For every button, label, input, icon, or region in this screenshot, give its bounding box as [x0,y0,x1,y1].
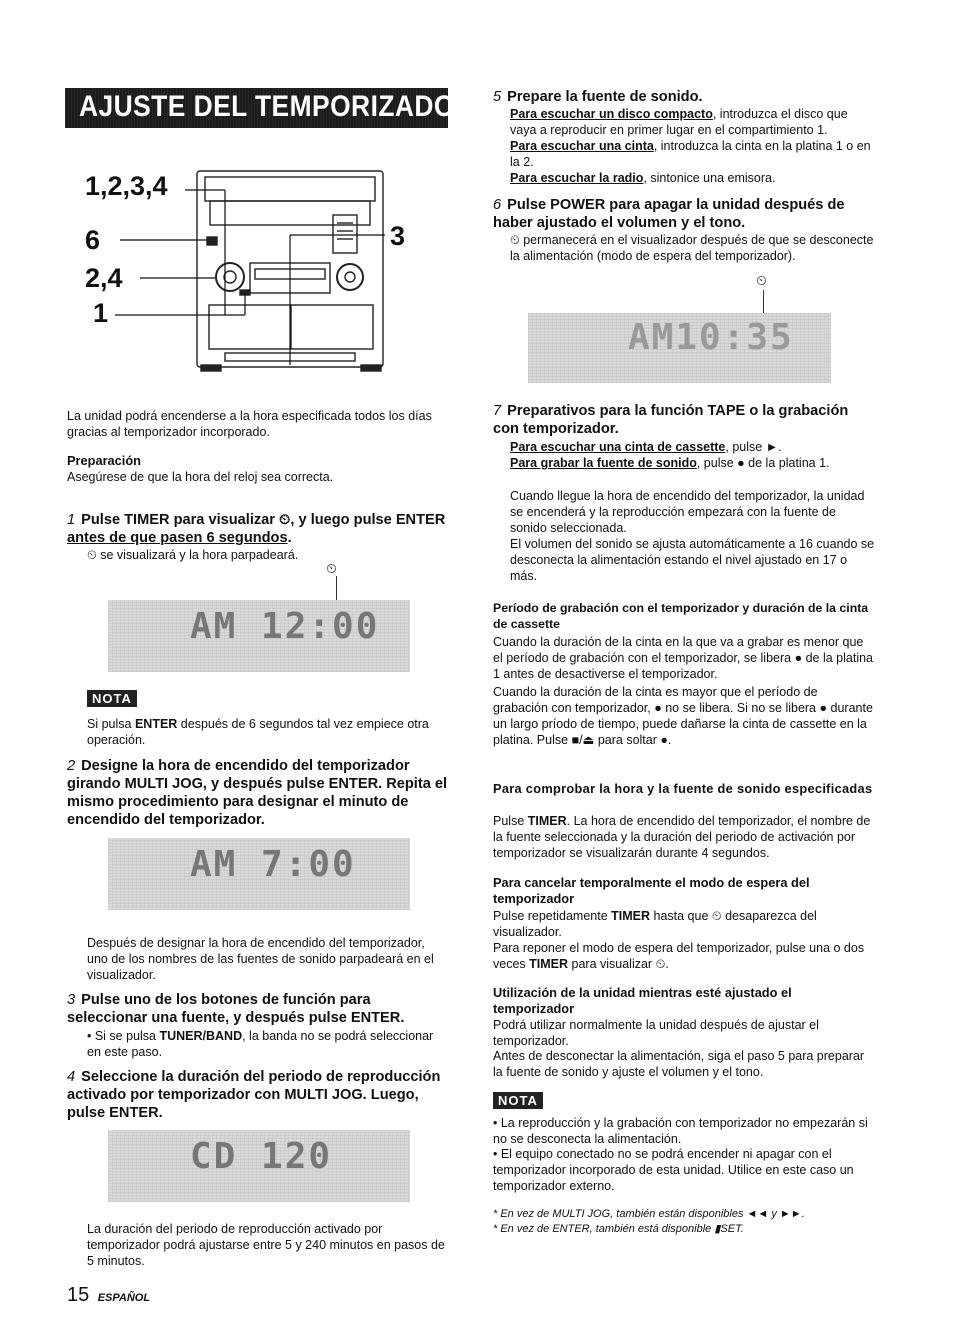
page-number: 15 [67,1284,90,1306]
cancelar-p2 [493,940,875,972]
cancelar-p1 [493,908,875,940]
step-7-p2: El volumen del sonido se ajusta automáticamente a 16 cuando se desconecta la alimentación estando el nivel ajustado en 17 o más. [510,537,875,583]
step-7-body [510,439,875,471]
cancelar-p1-post: hasta que ⏲ desaparezca del visualizador. [493,909,817,939]
step-3-bullet [87,1028,449,1060]
step-7-text: Preparativos para la función TAPE o la grabación con temporizador. [493,403,849,437]
cassette-link-text: Para escuchar una cinta de cassette [510,440,726,454]
prep-text: Asegúrese de que la hora del reloj sea correcta. [67,470,334,484]
periodo-p2: Cuando la duración de la cinta es mayor que el período de grabación con temporizador, ● no se libera. Si no se libera ● durante un largo príodo de tiempo, puede dañarse la cinta de cassette en la platina. Pulse ■/⏏ para soltar ●. [493,685,873,747]
lcd-readout: AM 7:00 [190,844,356,885]
step-7-p1: Cuando llegue la hora de encendido del temporizador, la unidad se encenderá y la reproducción empezará con la fuente de sonido seleccionada. [510,489,865,535]
step-1-body: ⏲ se visualizará y la hora parpadeará. [87,548,299,562]
note-text: Si pulsa [87,717,135,731]
step-2-text: Designe la hora de encendido del temporizador girando MULTI JOG, y después pulse ENTER. Repita el mismo procedimiento para designar el minuto de encendido del temporizador. [67,758,448,828]
tape-link-text: Para escuchar una cinta [510,139,654,153]
comprobar-post: . La hora de encendido del temporizador, el nombre de la fuente seleccionada y la duración del periodo de activación por temporizador se visualizarán durante 4 segundos. [493,814,871,860]
step-number: 5 [493,89,502,105]
step-1-period: . [287,530,292,546]
radio-link-text: Para escuchar la radio [510,171,644,185]
note-badge: NOTA [493,1092,543,1109]
utilizacion-p2: Antes de desconectar la alimentación, siga el paso 5 para preparar la fuente de sonido y ajuste el volumen y el tono. [493,1049,865,1079]
step-4-text: Seleccione la duración del periodo de reproducción activado por temporizador con MULTI JOG. Luego, pulse ENTER. [67,1069,441,1121]
intro-text: La unidad podrá encenderse a la hora especificada todos los días gracias al temporizador incorporado. [67,409,432,439]
diagram-label-24: 2,4 [85,263,123,293]
diagram-label-1234: 1,2,3,4 [85,171,168,201]
diagram-label-3: 3 [390,221,406,251]
lcd-display-3 [108,1130,410,1202]
comprobar-text [493,813,875,861]
step-3-heading [67,991,450,1027]
step-4-heading [67,1068,450,1122]
step-4-after: La duración del periodo de reproducción activado por temporizador podrá ajustarse entre 5 y 240 minutos en pasos de 5 minutos. [87,1222,445,1268]
diagram-label-6: 6 [85,225,101,255]
lcd-readout: AM 12:00 [190,606,380,647]
note-badge: NOTA [87,690,137,707]
step-number: 6 [493,197,502,213]
note-1-text [87,716,449,748]
utilizacion-p1: Podrá utilizar normalmente la unidad después de ajustar el temporizador. [493,1018,819,1048]
step-number: 4 [67,1069,76,1085]
cd-link-text: Para escuchar un disco compacto [510,107,713,121]
lcd-display-2 [108,838,410,910]
step-number: 2 [67,758,76,774]
tape-text: , introduzca la cinta en la platina 1 o en la 2. [510,139,871,169]
bullet-text: • Si se pulsa [87,1029,160,1043]
clock-icon: ⏲ [756,272,767,288]
language-label: ESPAÑOL [97,1292,151,1304]
bullet-bold: TUNER/BAND [159,1029,243,1043]
page-title: AJUSTE DEL TEMPORIZADOR [79,90,475,123]
step-7-heading [493,402,875,438]
footnote-1: * En vez de MULTI JOG, también están disponibles ◄◄ y ►►. [493,1208,805,1220]
cancelar-p1-pre: Pulse repetidamente [493,909,612,923]
note-2-bullet-2: • El equipo conectado no se podrá encender ni apagar con el temporizador incorporado de esta unidad. Utilice en este caso un temporizador externo. [493,1147,854,1193]
periodo-heading: Período de grabación con el temporizador y duración de la cinta de cassette [493,601,869,631]
lcd-display-4 [528,313,831,383]
step-6-heading [493,196,875,232]
comprobar-heading: Para comprobar la hora y la fuente de sonido especificadas [493,781,873,796]
step-6-body: ⏲ permanecerá en el visualizador después de que se desconecte la alimentación (modo de espera del temporizador). [510,233,874,263]
step-3-text: Pulse uno de los botones de función para seleccionar una fuente, y después pulse ENTER. [67,992,405,1026]
step-number: 3 [67,992,76,1008]
bullet-text-end: , la banda no se podrá seleccionar en este paso. [87,1029,434,1059]
note-2-bullet-1: • La reproducción y la grabación con temporizador no empezarán si no se desconecta la alimentación. [493,1116,868,1146]
page-footer [67,1284,150,1307]
footnote-2: * En vez de ENTER, también está disponible ▮SET. [493,1223,744,1235]
cancelar-p1-bold: TIMER [611,909,651,923]
record-link-text: Para grabar la fuente de sonido [510,456,697,470]
step-2-after: Después de designar la hora de encendido del temporizador, uno de los nombres de las fuentes de sonido parpadeará en el visualizador. [87,936,434,982]
cancelar-p2-post: para visualizar ⏲. [568,957,669,971]
cassette-text: , pulse ►. [725,440,782,454]
note-text-end: después de 6 segundos tal vez empiece otra operación. [87,717,429,747]
clock-icon: ⏲ [326,560,337,576]
title-banner [65,88,475,128]
record-text: , pulse ● de la platina 1. [696,456,830,470]
periodo-p1: Cuando la duración de la cinta en la que va a grabar es menor que el período de grabación con el temporizador, se libera ● de la platina 1 antes de desactiverse el temporizador. [493,635,874,681]
step-number: 7 [493,403,502,419]
step-6-text: Pulse POWER para apagar la unidad después de haber ajustado el volumen y el tono. [493,197,845,231]
radio-text: , sintonice una emisora. [643,171,776,185]
step-1-heading [67,511,450,547]
lcd-readout: CD 120 [190,1136,333,1177]
cd-text: , introduzca el disco que vaya a reproducir en primer lugar en el compartimiento 1. [510,107,848,137]
lcd-readout: AM10:35 [628,317,794,358]
step-5-text: Prepare la fuente de sonido. [507,89,703,105]
step-1-text: Pulse TIMER para visualizar ⏲, y luego pulse ENTER [81,512,446,528]
prep-heading: Preparación [67,453,141,468]
lcd-display-1 [108,600,410,672]
step-2-heading [67,757,450,829]
cancelar-heading: Para cancelar temporalmente el modo de espera del temporizador [493,875,810,906]
step-5-heading [493,88,875,106]
cancelar-p2-bold: TIMER [529,957,569,971]
comprobar-bold: TIMER [527,814,567,828]
comprobar-pre: Pulse [493,814,528,828]
step-number: 1 [67,512,76,528]
stereo-diagram [85,165,405,375]
step-5-body [510,106,875,186]
utilizacion-heading: Utilización de la unidad mientras esté ajustado el temporizador [493,985,792,1016]
cancelar-p2-pre: Para reponer el modo de espera del temporizador, pulse una o dos veces [493,941,865,971]
note-bold: ENTER [134,717,178,731]
step-1-underlined: antes de que pasen 6 segundos [67,530,288,546]
diagram-label-1: 1 [93,298,109,328]
